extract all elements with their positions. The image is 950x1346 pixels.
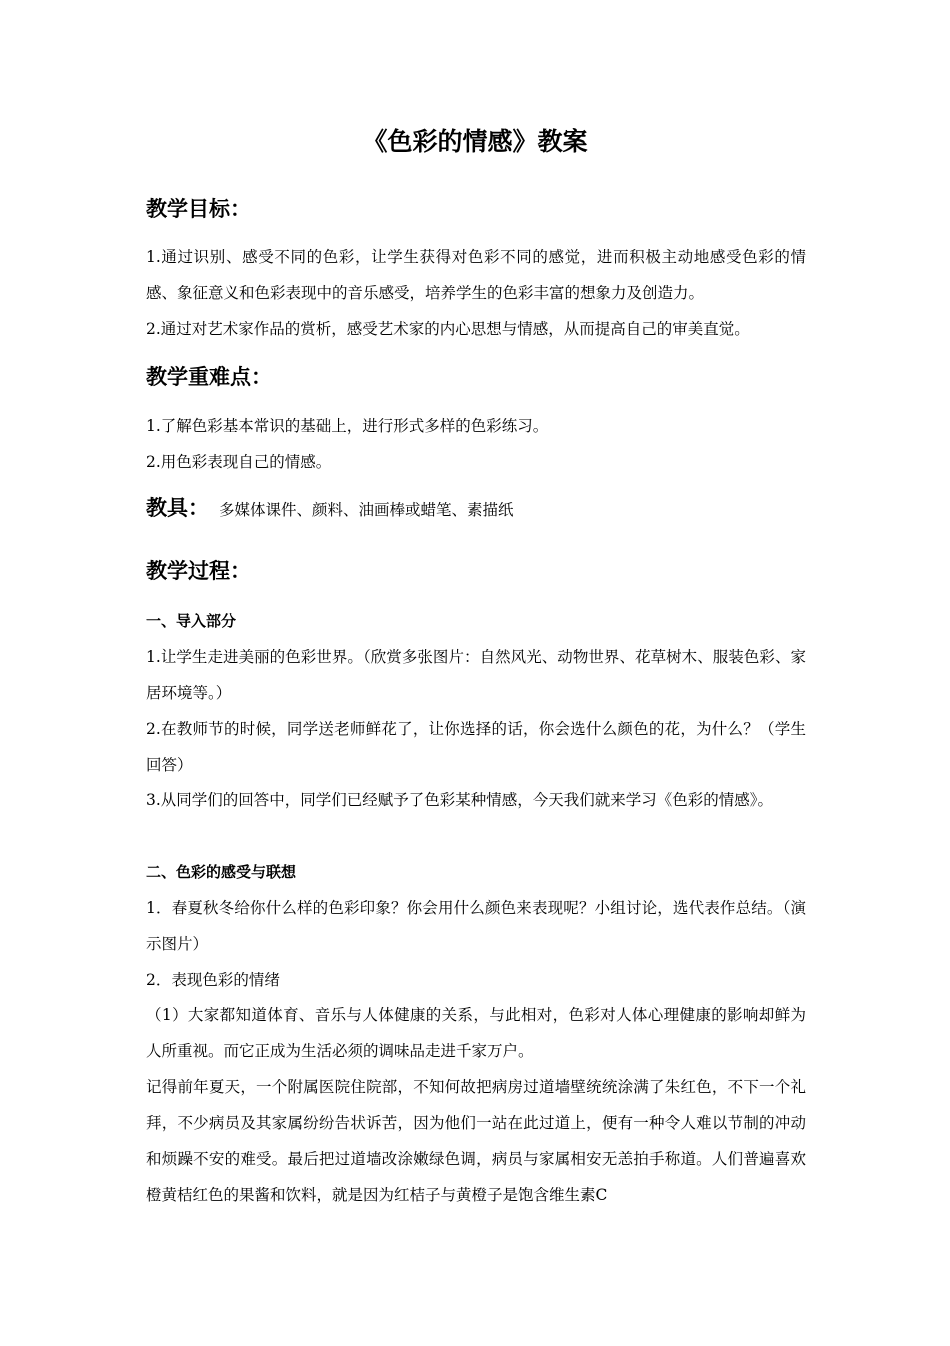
part2-item-4: 记得前年夏天，一个附属医院住院部，不知何故把病房过道墙壁统统涂满了朱红色，不下一个礼拜，不少病员及其家属纷纷告状诉苦，因为他们一站在此过道上，便有一种令人难以节制的冲动和烦躁不安的难受。最后把过道墙改涂嫩绿色调，病员与家属相安无恙拍手称道。人们普遍喜欢橙黄桔红色的果酱和饮料，就是因为红桔子与黄橙子是饱含维生素C: [146, 1078, 806, 1204]
keypoints-item-2: 2.用色彩表现自己的情感。: [146, 453, 332, 471]
document-title: 《色彩的情感》教案: [362, 127, 588, 156]
process-heading: 教学过程：: [146, 558, 251, 583]
part1-item-2: 2.在教师节的时候，同学送老师鲜花了，让你选择的话，你会选什么颜色的花，为什么？（学生回答）: [146, 720, 806, 774]
part1-item-3: 3.从同学们的回答中，同学们已经赋予了色彩某种情感，今天我们就来学习《色彩的情感》。: [146, 791, 774, 809]
part2-item-3: （1）大家都知道体育、音乐与人体健康的关系，与此相对，色彩对人体心理健康的影响却鲜为人所重视。而它正成为生活必须的调味品走进千家万户。: [146, 1006, 806, 1060]
objectives-item-2: 2.通过对艺术家作品的赏析，感受艺术家的内心思想与情感，从而提高自己的审美直觉。: [146, 320, 750, 338]
part2-heading: 二、色彩的感受与联想: [146, 863, 297, 881]
objectives-item-1: 1.通过识别、感受不同的色彩，让学生获得对色彩不同的感觉，进而积极主动地感受色彩的情感、象征意义和色彩表现中的音乐感受，培养学生的色彩丰富的想象力及创造力。: [146, 248, 806, 302]
objectives-heading: 教学目标：: [146, 196, 251, 221]
part1-heading: 一、导入部分: [146, 612, 237, 630]
tools-text: 多媒体课件、颜料、油画棒或蜡笔、素描纸: [219, 501, 514, 519]
tools-line: [146, 492, 514, 526]
keypoints-item-1: 1.了解色彩基本常识的基础上，进行形式多样的色彩练习。: [146, 417, 549, 435]
part1-item-1: 1.让学生走进美丽的色彩世界。（欣赏多张图片：自然风光、动物世界、花草树木、服装色彩、家居环境等。）: [146, 648, 806, 702]
part2-item-2: 2．表现色彩的情绪: [146, 971, 280, 989]
tools-heading: 教具：: [146, 495, 209, 520]
part2-item-1: 1．春夏秋冬给你什么样的色彩印象？你会用什么颜色来表现呢？小组讨论，选代表作总结。（演示图片）: [146, 899, 806, 953]
keypoints-heading: 教学重难点：: [146, 364, 272, 389]
